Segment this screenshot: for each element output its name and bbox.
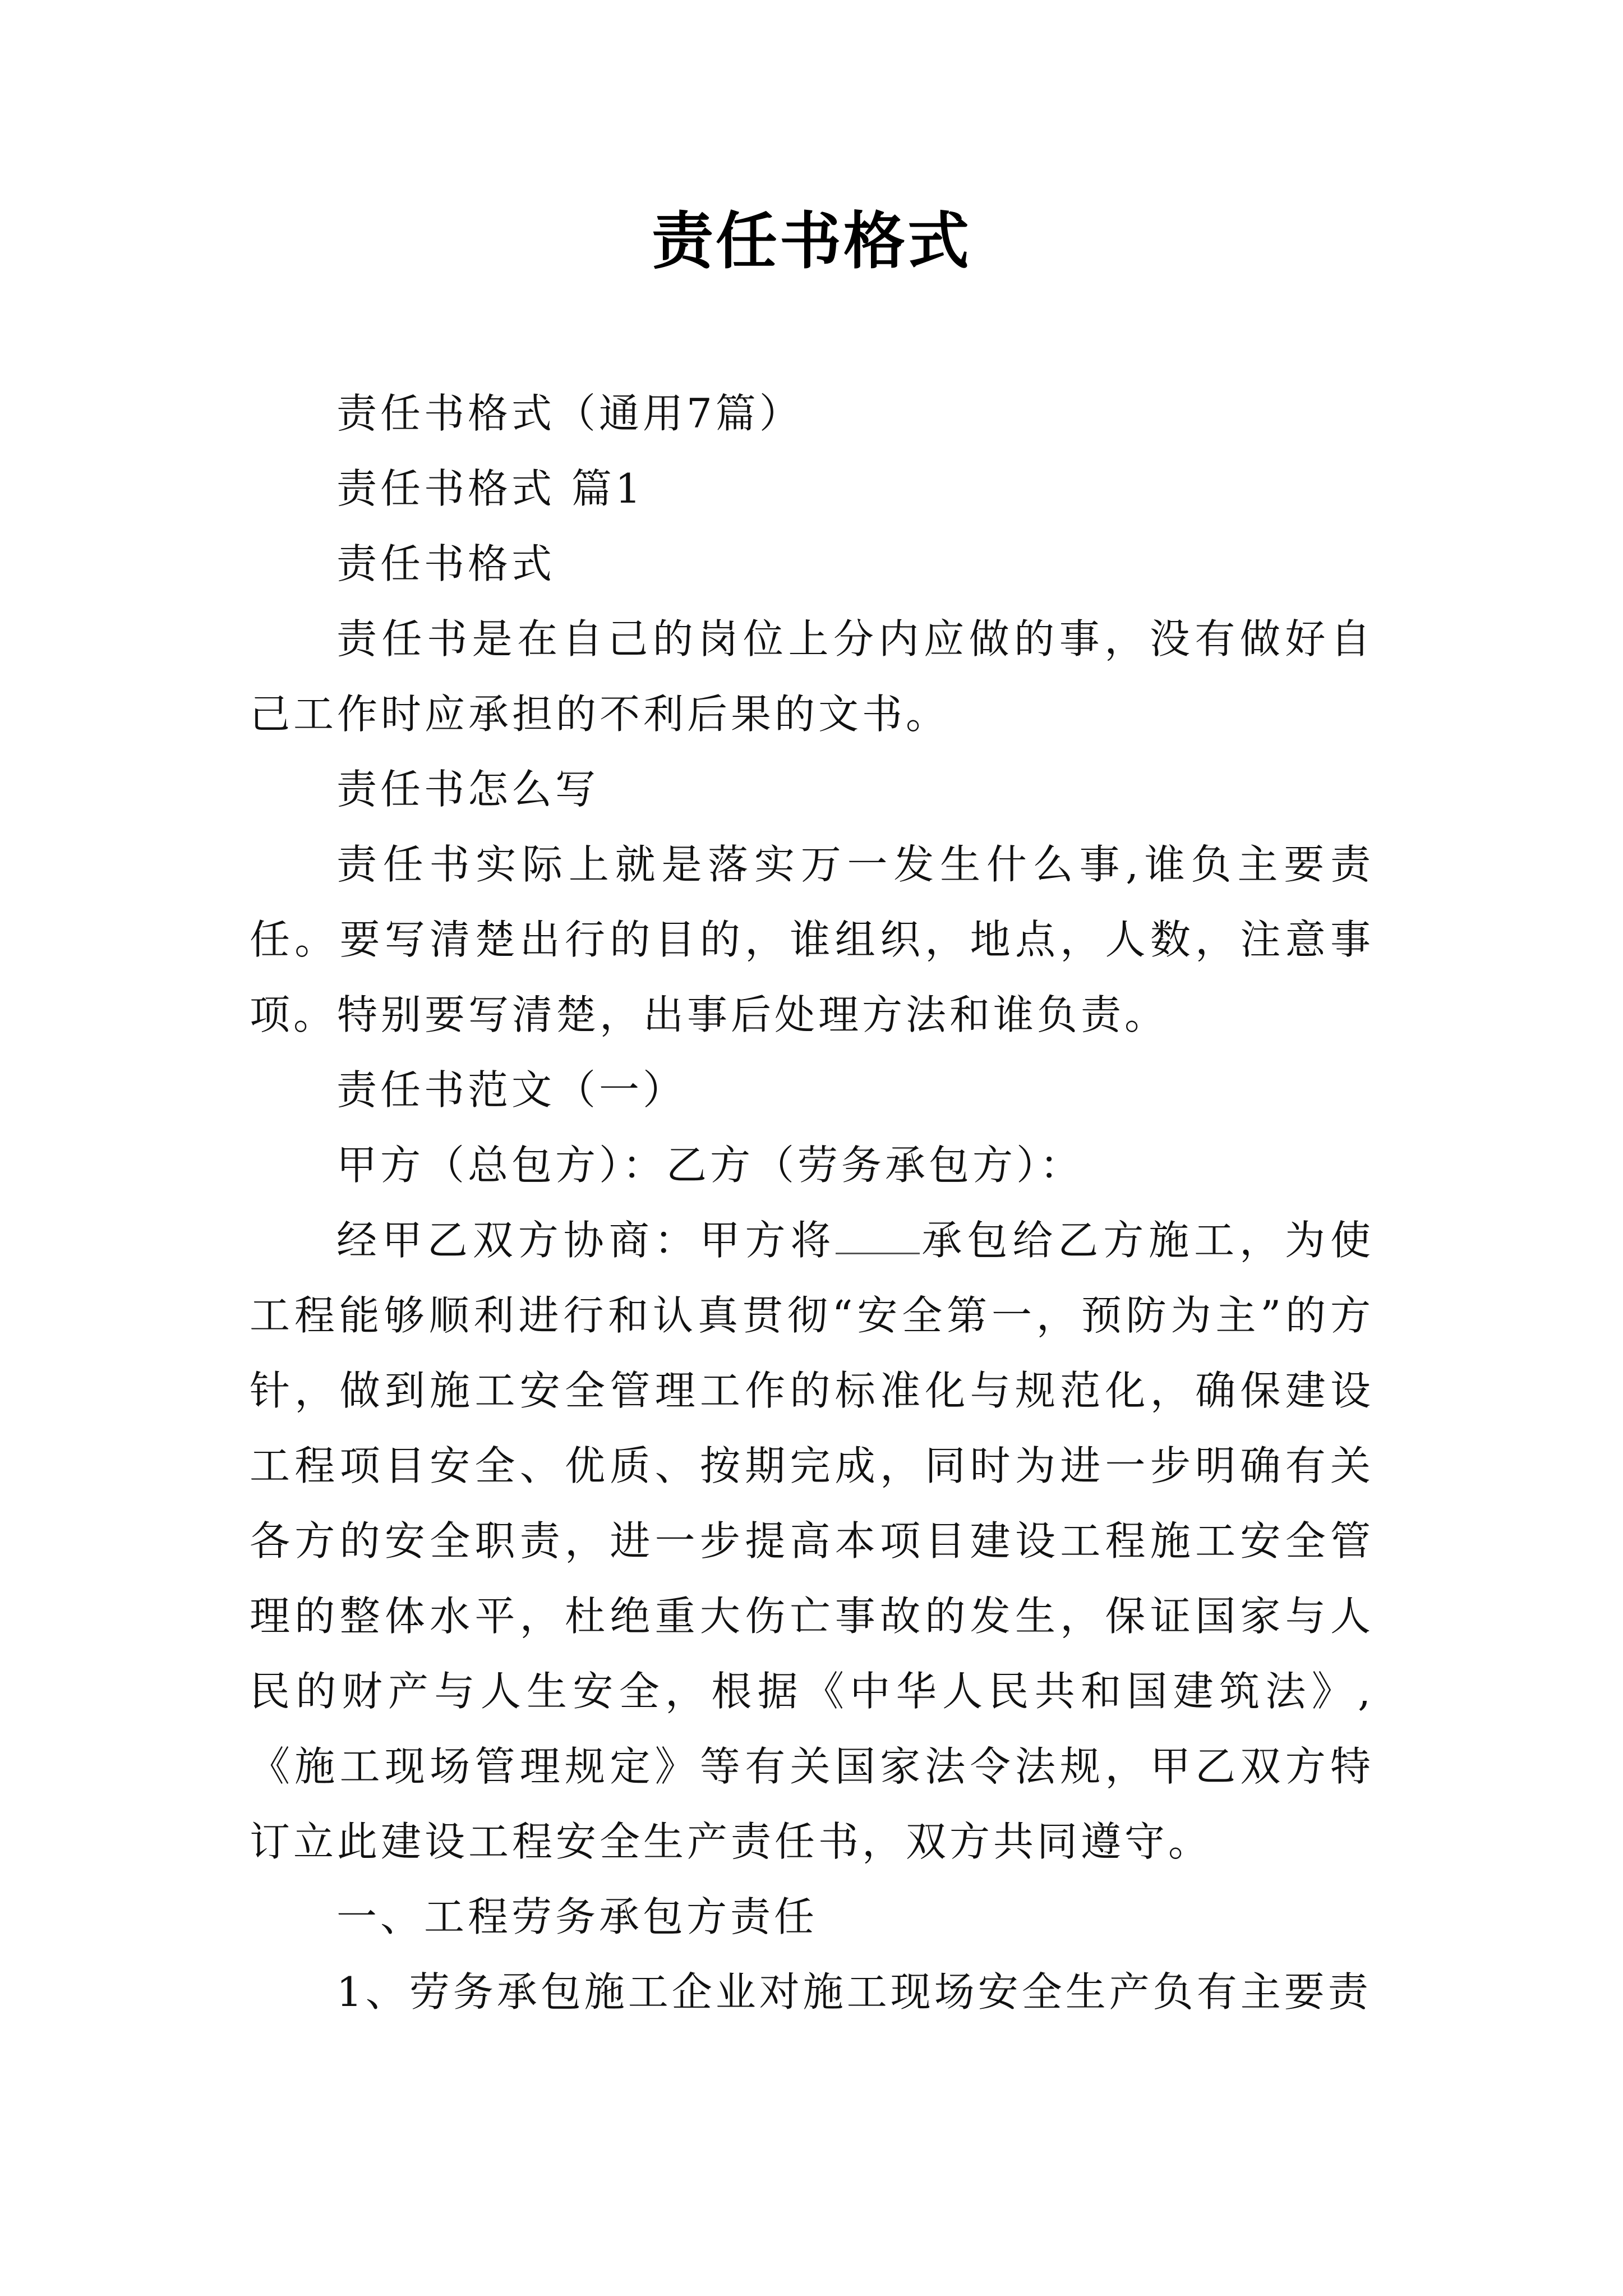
- paragraph: 责任书是在自己的岗位上分内应做的事，没有做好自己工作时应承担的不利后果的文书。: [250, 615, 1374, 738]
- document-title: 责任书格式: [652, 205, 971, 277]
- paragraph: 责任书格式 篇1: [336, 465, 644, 512]
- paragraph: 责任书格式: [336, 540, 556, 587]
- paragraph: 责任书格式（通用7篇）: [336, 390, 803, 437]
- agreement-text-rest: 承包给乙方施工，为使工程能够顺利进行和认真贯彻“安全第一，预防为主”的方针，做到施工安全管理工作的标准化与规范化，确保建设工程项目安全、优质、按期完成，同时为进一步明确有关各方的安全职责，进一步提高本项目建设工程施工安全管理的整体水平，杜绝重大伤亡事故的发生，保证国家与人民的财产与人生安全，根据《中华人民共和国建筑法》,《施工现场管理规定》等有关国家法令法规，甲乙双方特订立此建设工程安全生产责任书，双方共同遵守。: [250, 1217, 1374, 1865]
- fill-in-blank: [836, 1217, 920, 1254]
- paragraph: 责任书实际上就是落实万一发生什么事,谁负主要责任。要写清楚出行的目的，谁组织，地点，人数，注意事项。特别要写清楚，出事后处理方法和谁负责。: [250, 841, 1374, 1038]
- paragraph: 甲方（总包方）：乙方（劳务承包方）：: [336, 1142, 1084, 1189]
- section-heading: 一、工程劳务承包方责任: [336, 1893, 818, 1940]
- paragraph: 1、劳务承包施工企业对施工现场安全生产负有主要责: [336, 1968, 1372, 2016]
- document-body: [250, 376, 1374, 2030]
- agreement-text-start: 经甲乙双方协商：甲方将: [336, 1217, 836, 1264]
- paragraph: 责任书范文（一）: [336, 1066, 687, 1114]
- paragraph-agreement: [250, 1203, 1374, 1879]
- paragraph: 责任书怎么写: [336, 766, 600, 813]
